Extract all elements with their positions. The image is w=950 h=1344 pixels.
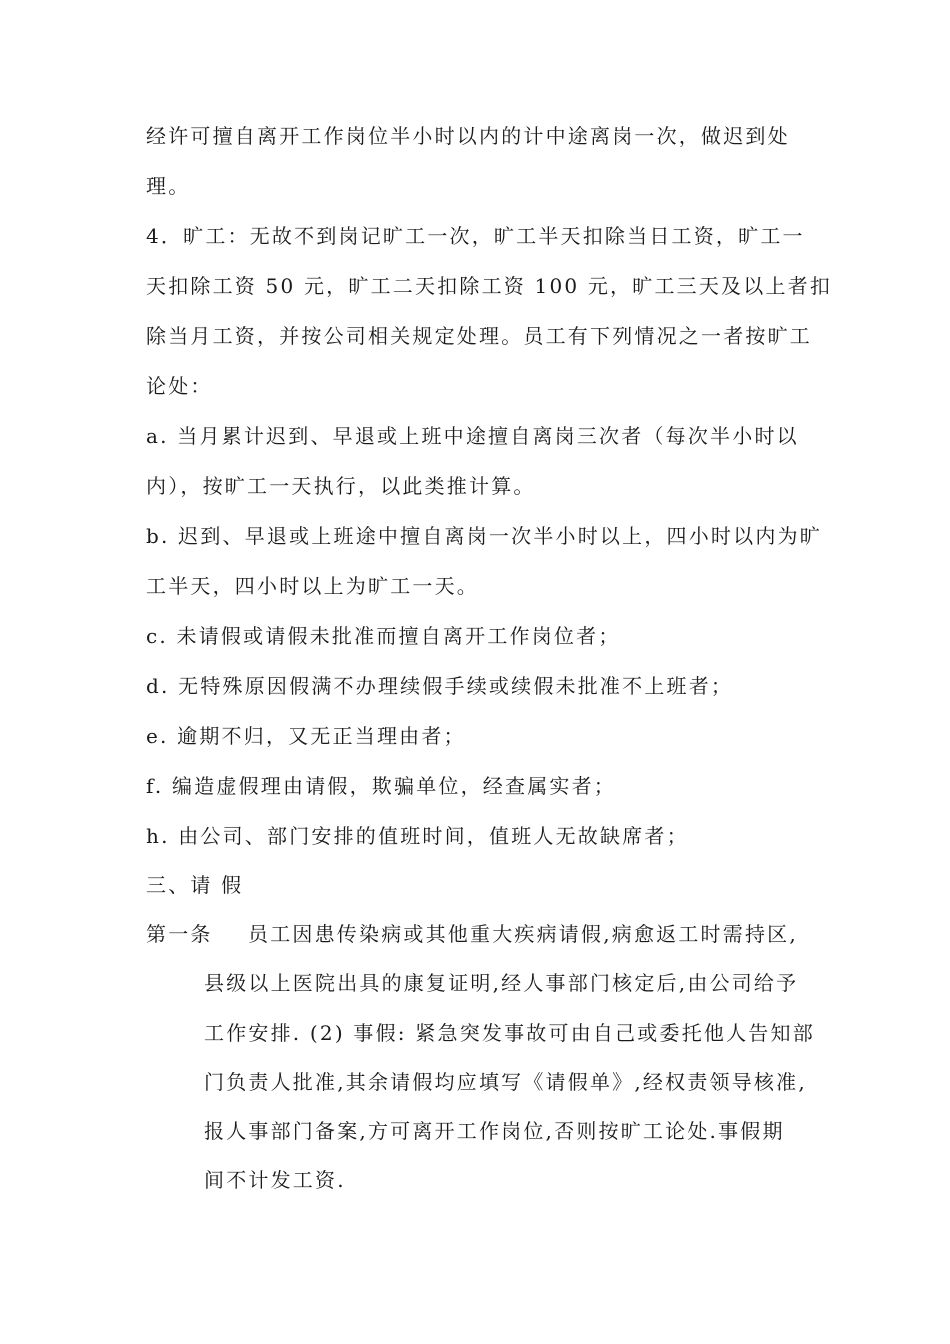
article-line: 间不计发工资. bbox=[204, 1168, 346, 1192]
article-line: 门负责人批准,其余请假均应填写《请假单》,经权责领导核准, bbox=[204, 1070, 807, 1094]
paragraph-line: 经许可擅自离开工作岗位半小时以内的计中途离岗一次，做迟到处 bbox=[146, 124, 790, 148]
article-line: 报人事部门备案,方可离开工作岗位,否则按旷工论处.事假期 bbox=[204, 1119, 785, 1143]
article-label: 第一条 bbox=[146, 922, 213, 946]
article-line: 工作安排. (2) 事假: 紧急突发事故可由自己或委托他人告知部 bbox=[204, 1021, 815, 1045]
list-item-line: e. 逾期不归，又无正当理由者； bbox=[146, 724, 466, 748]
paragraph-line: 论处： bbox=[146, 374, 213, 398]
list-item-line: f. 编造虚假理由请假，欺骗单位，经查属实者； bbox=[146, 774, 617, 798]
list-item-line: 工半天，四小时以上为旷工一天。 bbox=[146, 574, 479, 598]
list-item-line: a. 当月累计迟到、早退或上班中途擅自离岗三次者（每次半小时以 bbox=[146, 424, 799, 448]
paragraph-line: 天扣除工资 50 元，旷工二天扣除工资 100 元，旷工三天及以上者扣 bbox=[146, 274, 833, 298]
section-heading: 三、请 假 bbox=[146, 873, 244, 897]
list-item-line: b. 迟到、早退或上班途中擅自离岗一次半小时以上，四小时以内为旷 bbox=[146, 524, 822, 548]
paragraph-line: 除当月工资，并按公司相关规定处理。员工有下列情况之一者按旷工 bbox=[146, 324, 812, 348]
list-item-line: c. 未请假或请假未批准而擅自离开工作岗位者； bbox=[146, 624, 621, 648]
list-item-line: h. 由公司、部门安排的值班时间，值班人无故缺席者； bbox=[146, 824, 689, 848]
list-item-line: d. 无特殊原因假满不办理续假手续或续假未批准不上班者； bbox=[146, 674, 734, 698]
article-line: 员工因患传染病或其他重大疾病请假,病愈返工时需持区, bbox=[248, 922, 798, 946]
list-item-line: 内），按旷工一天执行，以此类推计算。 bbox=[146, 474, 536, 498]
paragraph-line: 理。 bbox=[146, 174, 191, 198]
paragraph-line: 4．旷工：无故不到岗记旷工一次，旷工半天扣除当日工资，旷工一 bbox=[146, 224, 805, 248]
article-line: 县级以上医院出具的康复证明,经人事部门核定后,由公司给予 bbox=[204, 971, 799, 995]
